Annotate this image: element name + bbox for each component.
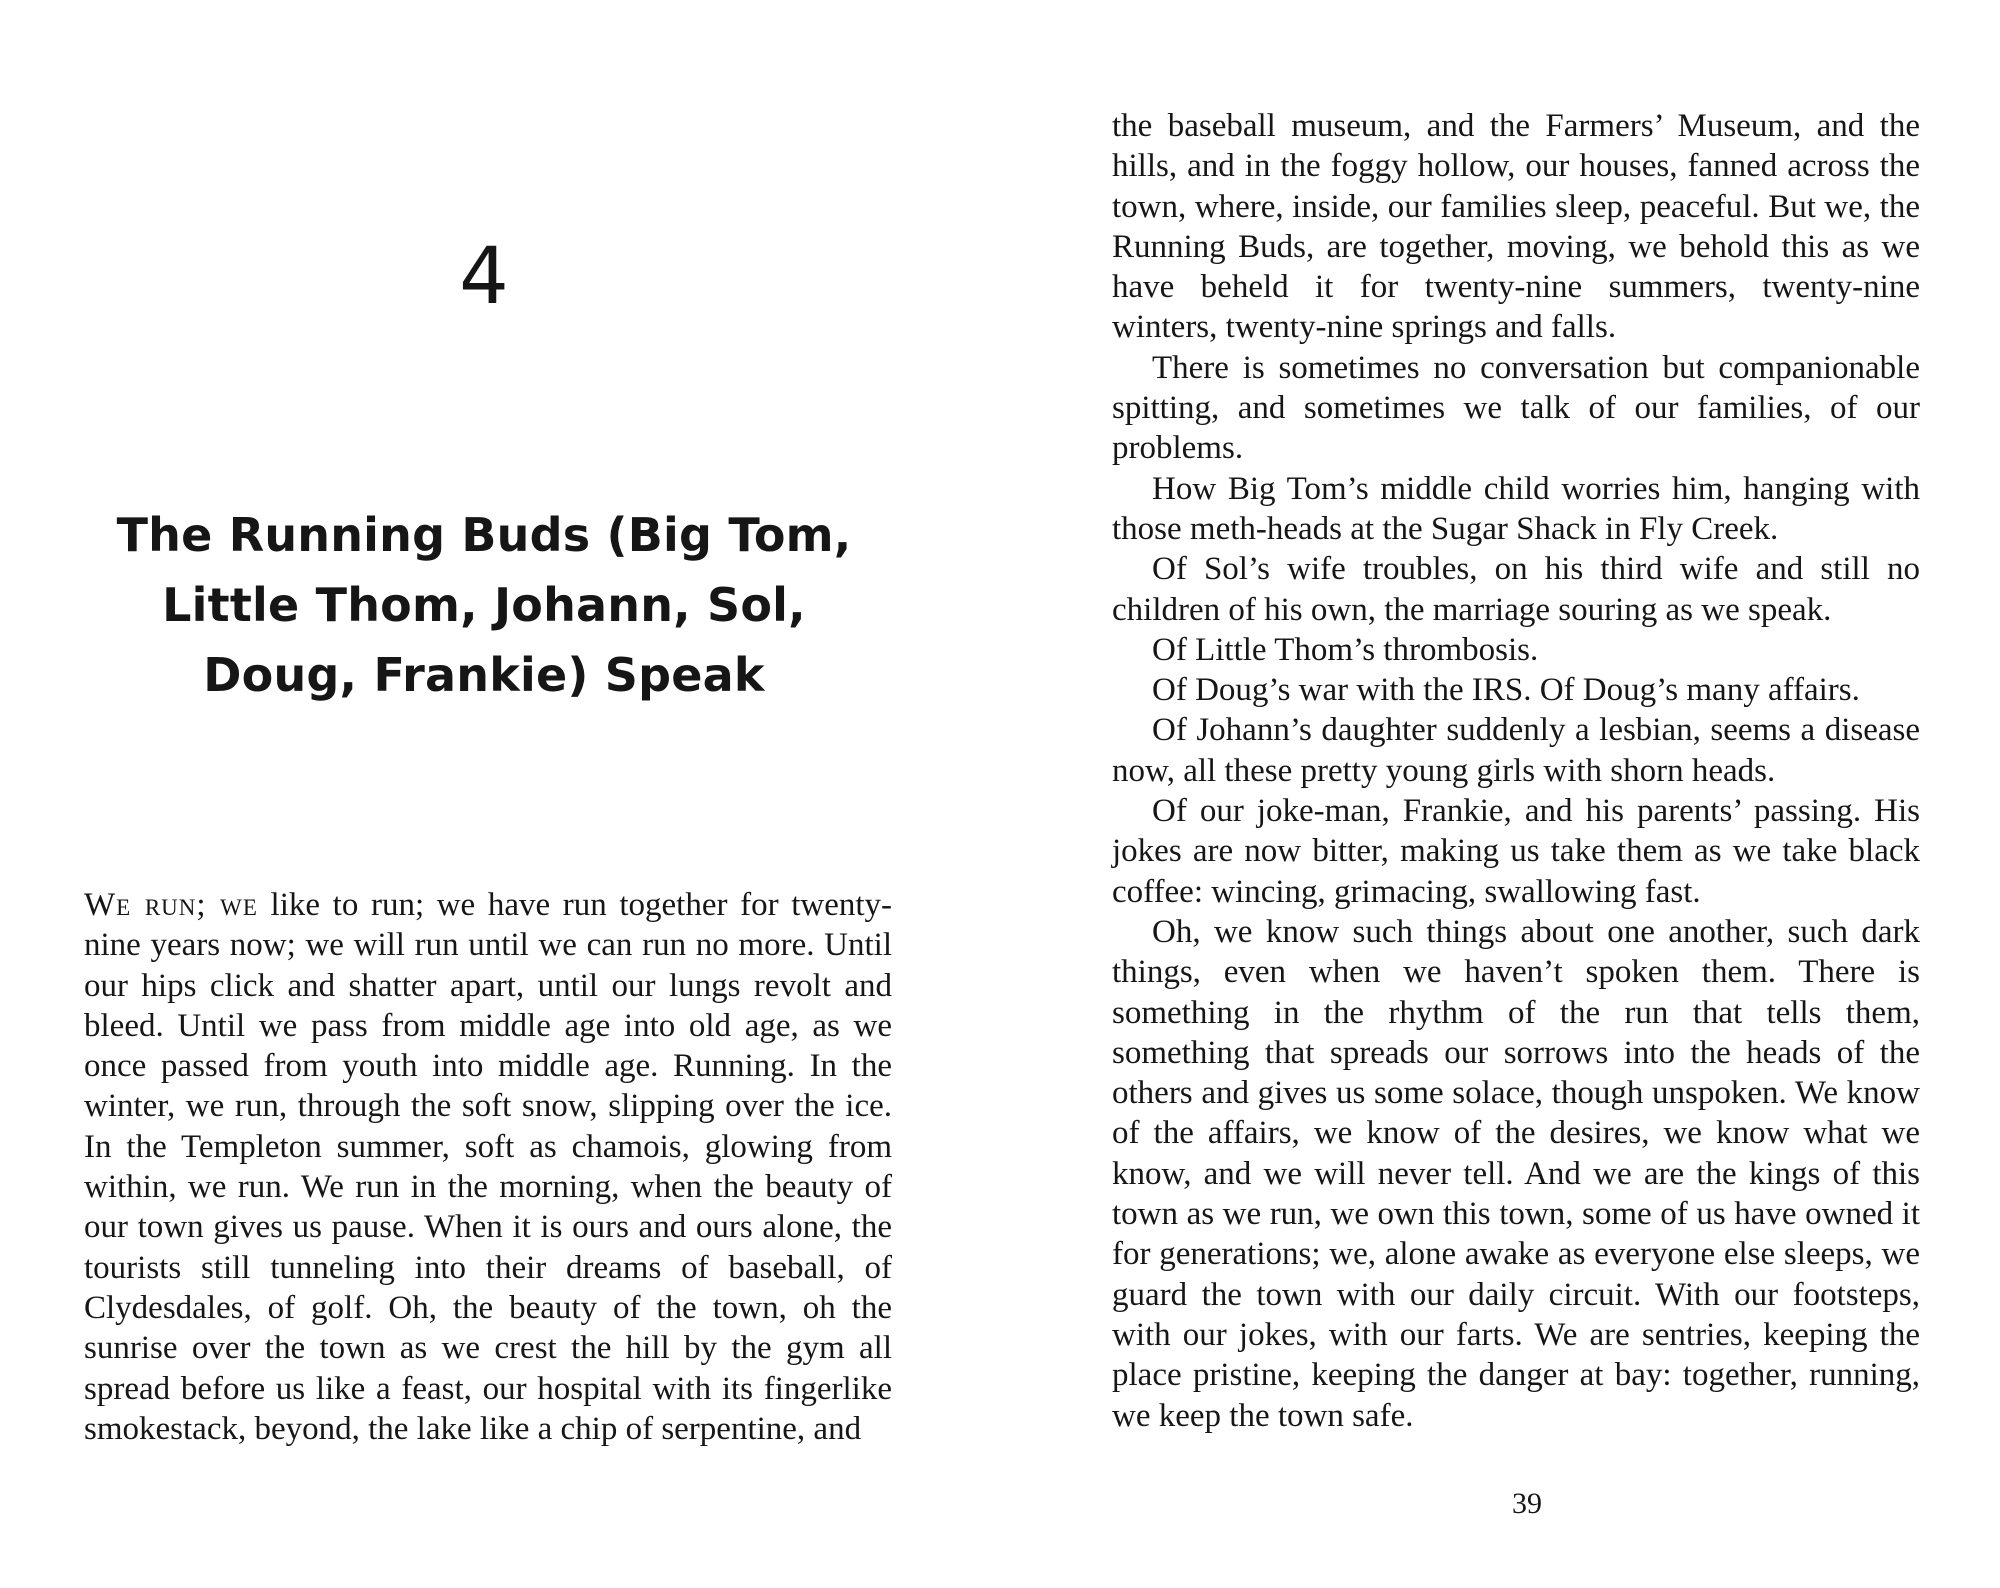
opening-smallcaps: We run; we xyxy=(84,887,258,923)
left-body-text xyxy=(84,885,892,1449)
paragraph: Of Johann’s daughter suddenly a lesbian, seems a disease now, all these pretty young girls with shorn heads. xyxy=(1112,712,1920,789)
right-body-text xyxy=(1112,106,1920,1436)
page-number: 39 xyxy=(1512,1487,1542,1520)
paragraph: Oh, we know such things about one another, such dark things, even when we haven’t spoken them. There is something in the rhythm of the run that tells them, something that spreads our sorrows into the heads of the others and gives us some solace, though unspoken. We know of the affairs, we know of the desires, we know what we know, and we will never tell. And we are the kings of this town as we run, we own this town, some of us have owned it for generations; we, alone awake as everyone else sleeps, we guard the town with our daily circuit. With our footsteps, with our jokes, with our farts. We are sentries, keeping the place pristine, keeping the danger at bay: together, running, we keep the town safe. xyxy=(1112,913,1920,1434)
paragraph: Of Little Thom’s thrombosis. xyxy=(1152,631,1539,668)
opening-paragraph xyxy=(84,885,892,1449)
chapter-title: The Running Buds (Big Tom, Little Thom, Johann, Sol, Doug, Frankie) Speak xyxy=(116,508,852,702)
right-page xyxy=(1000,0,2000,1588)
paragraph: Of our joke-man, Frankie, and his parents’ passing. His jokes are now bitter, making us take them as we take black coffee: wincing, grimacing, swallowing fast. xyxy=(1112,793,1920,910)
paragraph: There is sometimes no conversation but companionable spitting, and sometimes we talk of our families, of our problems. xyxy=(1112,349,1920,467)
opening-paragraph-text: like to run; we have run together for twenty-nine years now; we will run until we can run no more. Until our hips click and shatter apart, until our lungs revolt and bleed. Until we pass from middle age into old age, as we once passed from youth into middle age. Running. In the winter, we run, through the soft snow, slipping over the ice. In the Templeton summer, soft as chamois, glowing from within, we run. We run in the morning, when the beauty of our town gives us pause. When it is ours and ours alone, the tourists still tunneling into their dreams of baseball, of Clydesdales, of golf. Oh, the beauty of the town, oh the sunrise over the town as we crest the hill by the gym all spread before us like a feast, our hospital with its fingerlike smokestack, beyond, the lake like a chip of serpentine, and xyxy=(84,887,892,1447)
chapter-number: 4 xyxy=(459,232,509,322)
paragraph: How Big Tom’s middle child worries him, hanging with those meth-heads at the Sugar Shack in Fly Creek. xyxy=(1112,470,1920,547)
paragraph: Of Sol’s wife troubles, on his third wife and still no children of his own, the marriage souring as we speak. xyxy=(1112,551,1920,628)
paragraph-continued: the baseball museum, and the Farmers’ Museum, and the hills, and in the foggy hollow, our houses, fanned across the town, where, inside, our families sleep, peaceful. But we, the Running Buds, are together, moving, we behold this as we have beheld it for twenty-nine summers, twenty-nine winters, twenty-nine springs and falls. xyxy=(1112,108,1920,346)
paragraph: Of Doug’s war with the IRS. Of Doug’s many affairs. xyxy=(1152,672,1860,709)
